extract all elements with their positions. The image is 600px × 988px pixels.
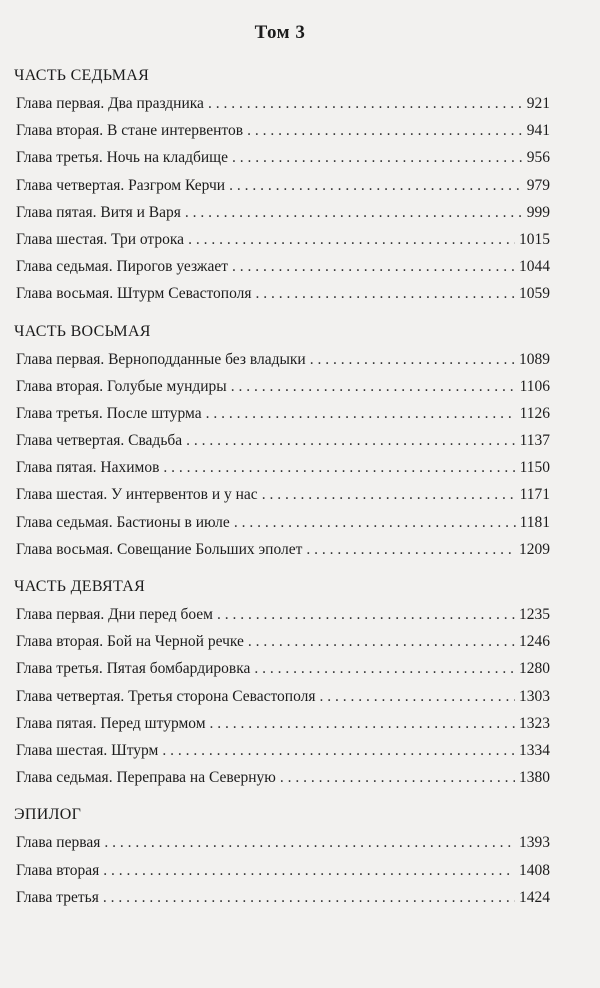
dot-leader: [188, 226, 515, 253]
chapter-title: Глава шестая. У интервентов и у нас: [16, 486, 258, 504]
page-number: 1150: [519, 459, 550, 477]
page-number: 1015: [519, 230, 550, 248]
page-number: 1209: [519, 540, 550, 558]
toc-entry[interactable]: [14, 628, 550, 655]
page-number: 1106: [519, 377, 550, 395]
page-number: 1280: [519, 660, 550, 678]
dot-leader: [234, 509, 516, 536]
chapter-title: Глава четвертая. Третья сторона Севастополя: [16, 687, 316, 705]
dot-leader: [229, 172, 523, 199]
toc-entry[interactable]: [14, 536, 550, 563]
chapter-title: Глава третья: [16, 888, 99, 906]
table-of-contents: [14, 64, 550, 923]
toc-entry[interactable]: [14, 601, 550, 628]
page-number: 979: [526, 176, 550, 194]
page-number: 941: [526, 122, 550, 140]
page-number: 1424: [519, 888, 550, 906]
part-title: ЧАСТЬ ВОСЬМАЯ: [14, 322, 151, 340]
toc-entry[interactable]: [14, 144, 550, 171]
toc-entry[interactable]: [14, 683, 550, 710]
toc-entry[interactable]: [14, 764, 550, 791]
chapter-title: Глава четвертая. Свадьба: [16, 432, 183, 450]
page-number: 1323: [519, 714, 550, 732]
dot-leader: [232, 253, 515, 280]
dot-leader: [262, 481, 516, 508]
dot-leader: [103, 884, 515, 911]
toc-entry[interactable]: [14, 509, 550, 536]
chapter-title: Глава третья. Ночь на кладбище: [16, 149, 228, 167]
toc-entry[interactable]: [14, 655, 550, 682]
page-number: 1181: [519, 513, 550, 531]
toc-entry[interactable]: [14, 829, 550, 856]
dot-leader: [186, 427, 515, 454]
toc-entry[interactable]: [14, 454, 550, 481]
page-number: 1126: [519, 404, 550, 422]
page-number: 956: [526, 149, 550, 167]
toc-part: [14, 320, 550, 564]
page-number: 1408: [519, 861, 550, 879]
chapter-title: Глава третья. Пятая бомбардировка: [16, 660, 251, 678]
toc-entry[interactable]: [14, 710, 550, 737]
part-title: ЧАСТЬ СЕДЬМАЯ: [14, 67, 150, 84]
chapter-title: Глава вторая. Бой на Черной речке: [16, 633, 244, 651]
chapter-title: Глава шестая. Три отрока: [16, 230, 185, 248]
toc-part: [14, 803, 550, 911]
dot-leader: [103, 857, 515, 884]
page-number: 1246: [519, 633, 550, 651]
page-number: 1235: [519, 606, 550, 623]
part-title: ЧАСТЬ ДЕВЯТАЯ: [14, 578, 146, 595]
toc-entry[interactable]: [14, 857, 550, 884]
part-title: ЭПИЛОГ: [14, 806, 82, 824]
page-number: 1089: [519, 350, 550, 368]
page-number: 1380: [519, 769, 550, 787]
chapter-title: Глава первая. Дни перед боем: [16, 606, 213, 623]
page-number: 1137: [519, 432, 550, 450]
toc-part: [14, 64, 550, 308]
chapter-title: Глава вторая: [16, 861, 100, 879]
toc-entry[interactable]: [14, 481, 550, 508]
dot-leader: [104, 829, 515, 856]
chapter-title: Глава седьмая. Пирогов уезжает: [16, 258, 229, 276]
chapter-title: Глава первая. Верноподданные без владыки: [16, 350, 306, 368]
dot-leader: [162, 737, 515, 764]
toc-entry[interactable]: [14, 117, 550, 144]
chapter-title: Глава седьмая. Переправа на Северную: [16, 769, 276, 787]
chapter-title: Глава восьмая. Совещание Больших эполет: [16, 540, 303, 558]
toc-entry[interactable]: [14, 737, 550, 764]
toc-entry[interactable]: [14, 199, 550, 226]
chapter-title: Глава седьмая. Бастионы в июле: [16, 513, 230, 531]
chapter-title: Глава вторая. Голубые мундиры: [16, 377, 227, 395]
chapter-title: Глава вторая. В стане интервентов: [16, 122, 244, 140]
toc-entry[interactable]: [14, 884, 550, 911]
dot-leader: [217, 601, 515, 628]
page-number: 999: [526, 203, 550, 221]
page-number: 1059: [519, 285, 550, 303]
dot-leader: [320, 683, 515, 710]
chapter-title: Глава третья. После штурма: [16, 404, 202, 422]
page-number: 1393: [519, 834, 550, 852]
dot-leader: [280, 764, 515, 791]
chapter-title: Глава шестая. Штурм: [16, 741, 159, 759]
dot-leader: [163, 454, 515, 481]
chapter-title: Глава первая. Два праздника: [16, 95, 204, 112]
dot-leader: [185, 199, 523, 226]
page-number: 1171: [519, 486, 550, 504]
dot-leader: [232, 144, 523, 171]
toc-entry[interactable]: [14, 346, 550, 373]
chapter-title: Глава пятая. Нахимов: [16, 459, 160, 477]
toc-entry[interactable]: [14, 253, 550, 280]
chapter-title: Глава первая: [16, 834, 101, 852]
volume-title: Том 3: [254, 22, 306, 43]
toc-entry[interactable]: [14, 226, 550, 253]
page-number: 1044: [519, 258, 550, 276]
dot-leader: [247, 117, 523, 144]
toc-entry[interactable]: [14, 280, 550, 307]
toc-entry[interactable]: [14, 427, 550, 454]
dot-leader: [310, 346, 515, 373]
toc-part: [14, 575, 550, 791]
page-number: 1334: [519, 741, 550, 759]
page-number: 921: [526, 95, 550, 112]
toc-entry[interactable]: [14, 90, 550, 117]
chapter-title: Глава пятая. Витя и Варя: [16, 203, 181, 221]
dot-leader: [306, 536, 515, 563]
dot-leader: [210, 710, 515, 737]
toc-entry[interactable]: [14, 373, 550, 400]
dot-leader: [248, 628, 515, 655]
page-number: 1303: [519, 687, 550, 705]
dot-leader: [254, 655, 515, 682]
dot-leader: [256, 280, 516, 307]
dot-leader: [206, 400, 516, 427]
toc-entry[interactable]: [14, 172, 550, 199]
chapter-title: Глава восьмая. Штурм Севастополя: [16, 285, 252, 303]
dot-leader: [208, 90, 523, 117]
toc-entry[interactable]: [14, 400, 550, 427]
dot-leader: [231, 373, 516, 400]
chapter-title: Глава четвертая. Разгром Керчи: [16, 176, 226, 194]
chapter-title: Глава пятая. Перед штурмом: [16, 714, 206, 732]
